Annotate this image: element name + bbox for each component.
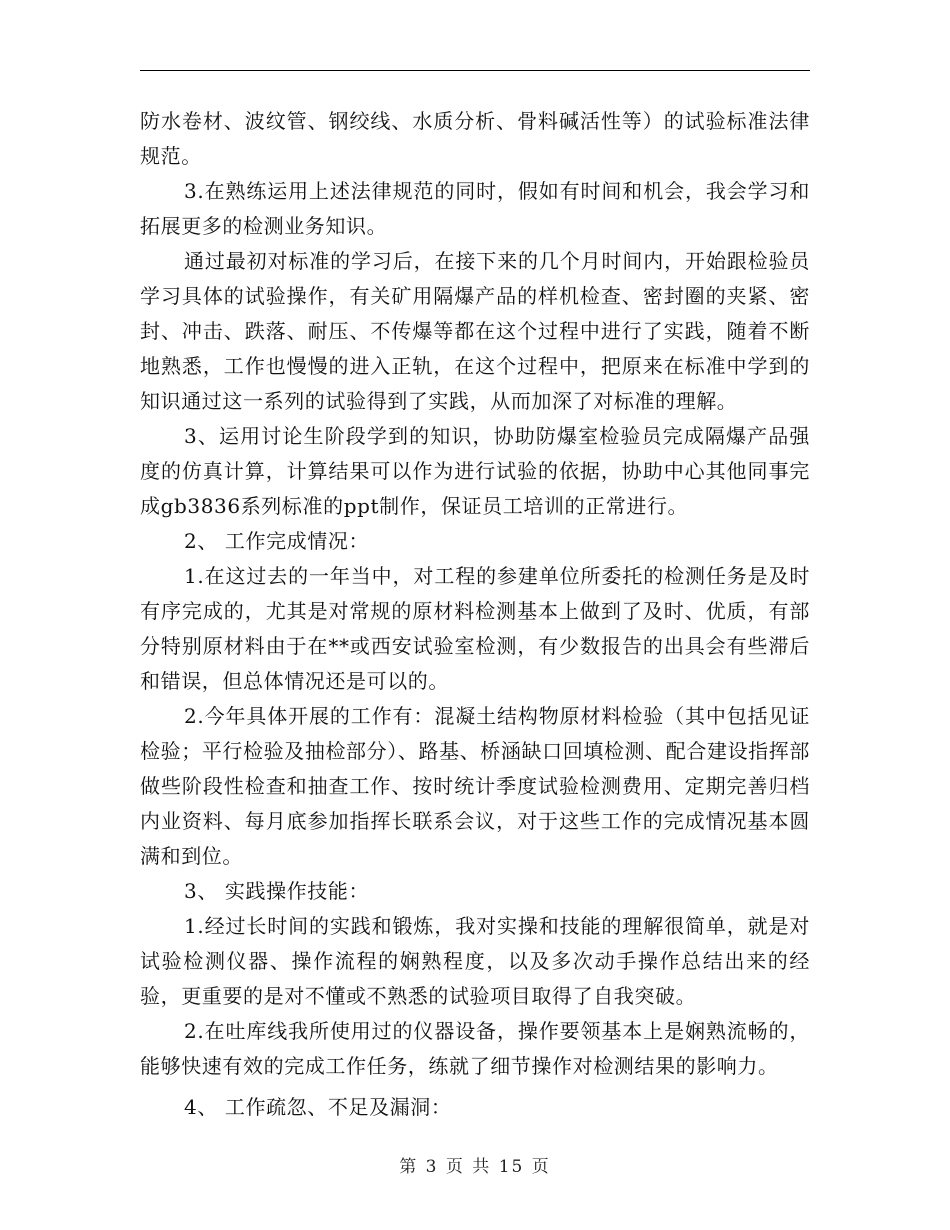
paragraph-1: 防水卷材、波纹管、钢绞线、水质分析、骨料碱活性等）的试验标准法律规范。	[140, 109, 810, 168]
paragraph-2: 3.在熟练运用上述法律规范的同时，假如有时间和机会，我会学习和拓展更多的检测业务知识。	[140, 179, 810, 238]
paragraph-3: 通过最初对标准的学习后，在接下来的几个月时间内，开始跟检验员学习具体的试验操作，有关矿用隔爆产品的样机检查、密封圈的夹紧、密封、冲击、跌落、耐压、不传爆等都在这个过程中进行了实践，随着不断地熟悉，工作也慢慢的进入正轨，在这个过程中，把原来在标准中学到的知识通过这一系列的试验得到了实践，从而加深了对标准的理解。	[140, 249, 810, 413]
paragraph-9: 1.经过长时间的实践和锻炼，我对实操和技能的理解很简单，就是对试验检测仪器、操作流程的娴熟程度，以及多次动手操作总结出来的经验，更重要的是对不懂或不熟悉的试验项目取得了自我突破。	[140, 914, 810, 1008]
document-body	[140, 104, 810, 1125]
header-rule	[140, 70, 810, 71]
paragraph-4: 3、运用讨论生阶段学到的知识，协助防爆室检验员完成隔爆产品强度的仿真计算，计算结果可以作为进行试验的依据，协助中心其他同事完成gb3836系列标准的ppt制作，保证员工培训的正常进行。	[140, 424, 810, 518]
paragraph-6: 1.在这过去的一年当中，对工程的参建单位所委托的检测任务是及时有序完成的，尤其是对常规的原材料检测基本上做到了及时、优质，有部分特别原材料由于在**或西安试验室检测，有少数报告的出具会有些滞后和错误，但总体情况还是可以的。	[140, 564, 810, 693]
paragraph-10: 2.在吐库线我所使用过的仪器设备，操作要领基本上是娴熟流畅的，能够快速有效的完成工作任务，练就了细节操作对检测结果的影响力。	[140, 1019, 810, 1078]
section-heading-work-completion: 2、 工作完成情况：	[184, 529, 370, 553]
section-heading-practical-skills: 3、 实践操作技能：	[184, 879, 370, 903]
paragraph-7: 2.今年具体开展的工作有：混凝土结构物原材料检验（其中包括见证检验；平行检验及抽检部分）、路基、桥涵缺口回填检测、配合建设指挥部做些阶段性检查和抽查工作、按时统计季度试验检测费用、定期完善归档内业资料、每月底参加指挥长联系会议，对于这些工作的完成情况基本圆满和到位。	[140, 704, 810, 868]
page-number-footer: 第 3 页 共 15 页	[399, 1157, 551, 1177]
section-heading-shortcomings: 4、 工作疏忽、不足及漏洞：	[184, 1095, 452, 1119]
